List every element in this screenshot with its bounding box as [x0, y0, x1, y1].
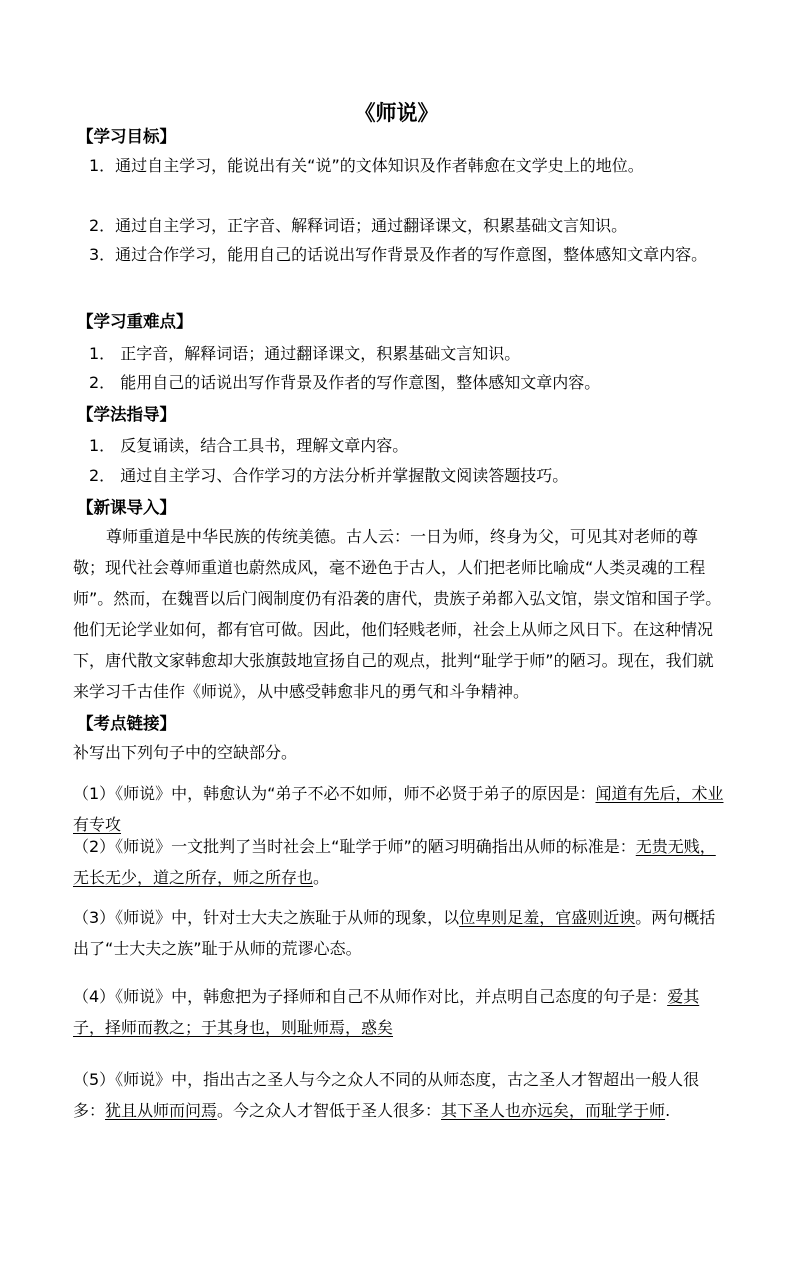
question-2	[73, 831, 728, 893]
question-3-answer: 位卑则足羞，官盛则近谀	[459, 908, 636, 927]
question-5-middle: 。今之众人才智低于圣人很多：	[217, 1101, 442, 1120]
goal-item-1: 1．通过自主学习，能说出有关“说”的文体知识及作者韩愈在文学史上的地位。	[89, 156, 644, 175]
intro-paragraph: 尊师重道是中华民族的传统美德。古人云：一日为师，终身为父，可见其对老师的尊敬；现代社会尊师重道也蔚然成风，毫不逊色于古人，人们把老师比喻成“人类灵魂的工程师”。然而，在魏晋以后门阀制度仍有沿袭的唐代，贵族子弟都入弘文馆，崇文馆和国子学。他们无论学业如何，都有官可做。因此，他们轻贱老师，社会上从师之风日下。在这种情况下，唐代散文家韩愈却大张旗鼓地宣扬自己的观点，批判“耻学于师”的陋习。现在，我们就来学习千古佳作《师说》，从中感受韩愈非凡的勇气和斗争精神。	[73, 527, 722, 701]
question-3-end: 。两句概括出了“士大夫之族”耻于从师的荒谬心态。	[73, 908, 716, 958]
question-3	[73, 902, 728, 964]
question-5	[73, 1064, 728, 1126]
key-item-2: 2． 能用自己的话说出写作背景及作者的写作意图，整体感知文章内容。	[89, 373, 601, 392]
method-item-1: 1． 反复诵读，结合工具书，理解文章内容。	[89, 436, 409, 455]
question-1-text: （1）《师说》中，韩愈认为“弟子不必不如师，师不必贤于弟子的原因是：	[73, 784, 596, 803]
method-item-2: 2． 通过自主学习、合作学习的方法分析并掌握散文阅读答题技巧。	[89, 466, 569, 485]
goal-item-2: 2．通过自主学习，正字音、解释词语；通过翻译课文，积累基础文言知识。	[89, 216, 628, 235]
page-title: 《师说》	[354, 101, 439, 125]
question-3-text: （3）《师说》中，针对士大夫之族耻于从师的现象，以	[73, 908, 460, 927]
question-4-answer: 爱其子，择师而教之；于其身也，则耻师焉，惑矣	[73, 987, 700, 1037]
goal-item-3: 3．通过合作学习，能用自己的话说出写作背景及作者的写作意图，整体感知文章内容。	[89, 245, 708, 264]
heading-exam-links: 【考点链接】	[77, 714, 176, 733]
exam-instruction: 补写出下列句子中的空缺部分。	[73, 743, 298, 762]
question-5-answer-1: 犹且从师而问焉	[105, 1101, 218, 1120]
heading-learning-goals: 【学习目标】	[77, 127, 176, 146]
heading-lesson-intro: 【新课导入】	[77, 498, 176, 517]
heading-key-points: 【学习重难点】	[77, 312, 193, 331]
question-4	[73, 981, 728, 1043]
question-5-end: .	[665, 1101, 671, 1120]
heading-study-method: 【学法指导】	[77, 405, 176, 424]
question-5-answer-2: 其下圣人也亦远矣，而耻学于师	[441, 1101, 666, 1120]
question-1-answer: 闻道有先后，术业有专攻	[73, 784, 724, 834]
question-4-text: （4）《师说》中，韩愈把为子择师和自己不从师作对比，并点明自己态度的句子是：	[73, 987, 668, 1006]
question-2-end: 。	[313, 868, 330, 887]
question-5-text: （5）《师说》中，指出古之圣人与今之众人不同的从师态度，古之圣人才智超出一般人很多：	[73, 1070, 700, 1120]
key-item-1: 1． 正字音，解释词语；通过翻译课文，积累基础文言知识。	[89, 344, 521, 363]
question-2-answer: 无贵无贱，无长无少，道之所存，师之所存也	[73, 837, 716, 887]
question-2-text: （2）《师说》一文批判了当时社会上“耻学于师”的陋习明确指出从师的标准是：	[73, 837, 636, 856]
